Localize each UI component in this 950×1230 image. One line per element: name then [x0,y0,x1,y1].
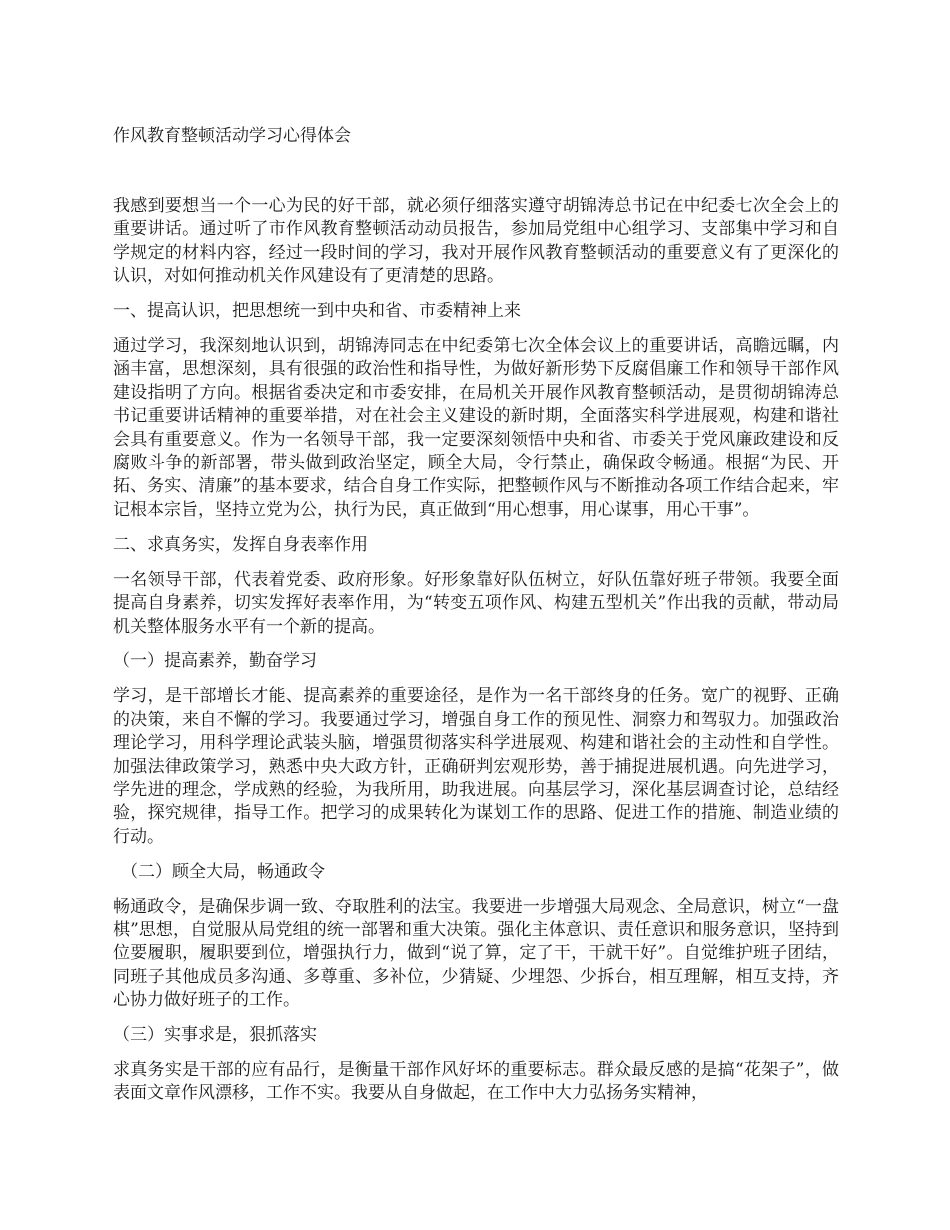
subsection-heading-3: （三）实事求是，狠抓落实 [113,1025,317,1046]
paragraph-subsection-2: 畅通政令，是确保步调一致、夺取胜利的法宝。我要进一步增强大局观念、全局意识，树立“一盘棋”思想，自觉服从局党组的统一部署和重大决策。强化主体意识、责任意识和服务意识，坚持到位要履职，履职要到位，增强执行力，做到“说了算，定了干，干就干好”。自觉维护班子团结，同班子其他成员多沟通、多尊重、多补位，少猜疑、少埋怨、少拆台，相互理解，相互支持，齐心协力做好班子的工作。 [113,896,839,1011]
paragraph-intro: 我感到要想当一个一心为民的好干部，就必须仔细落实遵守胡锦涛总书记在中纪委七次全会上的重要讲话。通过听了市作风教育整顿活动动员报告，参加局党组中心组学习、支部集中学习和自学规定的材料内容，经过一段时间的学习，我对开展作风教育整顿活动的重要意义有了更深化的认识，对如何推动机关作风建设有了更清楚的思路。 [113,196,839,287]
section-heading-2: 二、求真务实，发挥自身表率作用 [113,534,368,555]
paragraph-subsection-3: 求真务实是干部的应有品行，是衡量干部作风好坏的重要标志。群众最反感的是搞“花架子”，做表面文章作风漂移，工作不实。我要从自身做起，在工作中大力弘扬务实精神， [113,1060,839,1104]
document-body [113,195,839,1117]
paragraph-section-1: 通过学习，我深刻地认识到，胡锦涛同志在中纪委第七次全体会议上的重要讲话，高瞻远瞩，内涵丰富，思想深刻，具有很强的政治性和指导性，为做好新形势下反腐倡廉工作和领导干部作风建设指明了方向。根据省委决定和市委安排，在局机关开展作风教育整顿活动，是贯彻胡锦涛总书记重要讲话精神的重要举措，对在社会主义建设的新时期，全面落实科学进展观，构建和谐社会具有重要意义。作为一名领导干部，我一定要深刻领悟中央和省、市委关于党风廉政建设和反腐败斗争的新部署，带头做到政治坚定，顾全大局，令行禁止，确保政令畅通。根据“为民、开拓、务实、清廉”的基本要求，结合自身工作实际，把整顿作风与不断推动各项工作结合起来，牢记根本宗旨，坚持立党为公，执行为民，真正做到“用心想事，用心谋事，用心干事”。 [113,336,839,520]
document-title: 作风教育整顿活动学习心得体会 [113,126,351,146]
subsection-heading-1: （一）提高素养，勤奋学习 [113,651,317,672]
paragraph-section-2: 一名领导干部，代表着党委、政府形象。好形象靠好队伍树立，好队伍靠好班子带领。我要全面提高自身素养，切实发挥好表率作用，为“转变五项作风、构建五型机关”作出我的贡献，带动局机关整体服务水平有一个新的提高。 [113,569,839,637]
paragraph-subsection-1: 学习，是干部增长才能、提高素养的重要途径，是作为一名干部终身的任务。宽广的视野、正确的决策，来自不懈的学习。我要通过学习，增强自身工作的预见性、洞察力和驾驭力。加强政治理论学习，用科学理论武装头脑，增强贯彻落实科学进展观、构建和谐社会的主动性和自学性。加强法律政策学习，熟悉中央大政方针，正确研判宏观形势，善于捕捉进展机遇。向先进学习，学先进的理念，学成熟的经验，为我所用，助我进展。向基层学习，深化基层调查讨论，总结经验，探究规律，指导工作。把学习的成果转化为谋划工作的思路、促进工作的措施、制造业绩的行动。 [113,686,839,847]
section-heading-1: 一、提高认识，把思想统一到中央和省、市委精神上来 [113,301,521,322]
subsection-heading-2: （二）顾全大局，畅通政令 [121,861,325,882]
